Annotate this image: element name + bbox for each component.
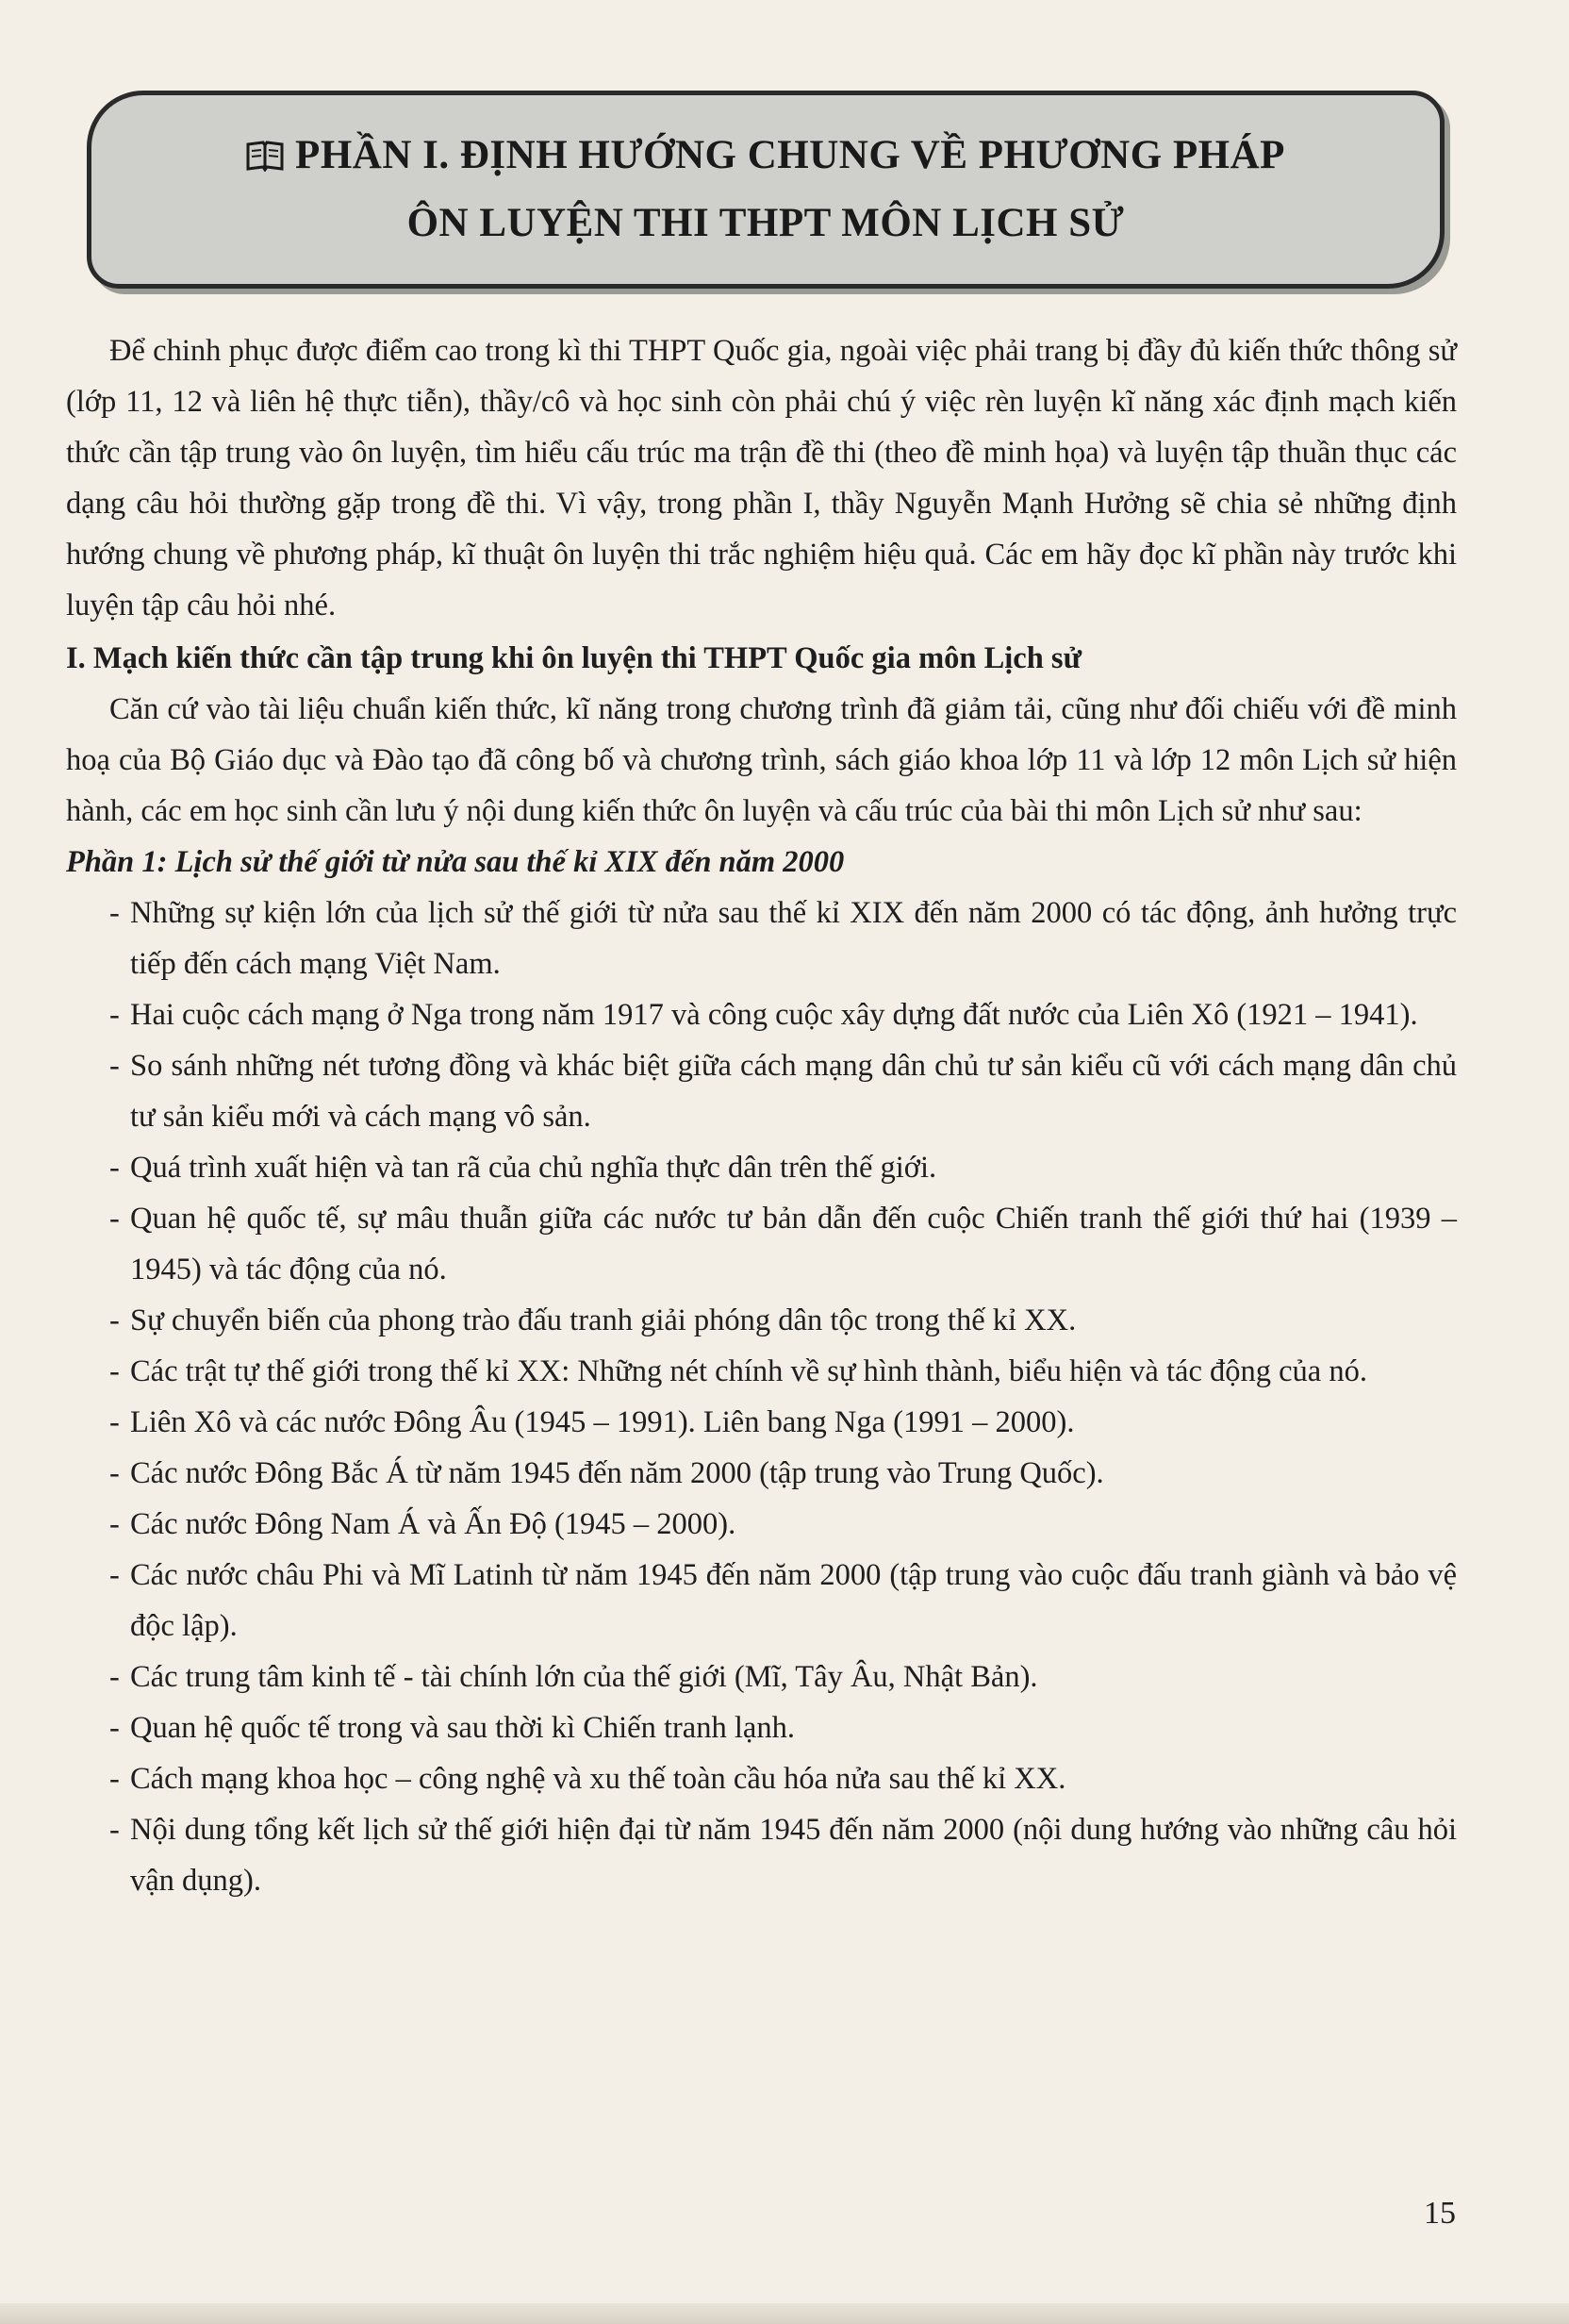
list-item: - Các nước Đông Bắc Á từ năm 1945 đến năm 2000 (tập trung vào Trung Quốc). bbox=[66, 1448, 1457, 1499]
section-heading: I. Mạch kiến thức cần tập trung khi ôn luyện thi THPT Quốc gia môn Lịch sử bbox=[66, 641, 1082, 675]
list-item: - Các trung tâm kinh tế - tài chính lớn của thế giới (Mĩ, Tây Âu, Nhật Bản). bbox=[66, 1652, 1457, 1702]
banner-title-line-1 bbox=[246, 122, 1285, 190]
list-item: - Sự chuyển biến của phong trào đấu tranh giải phóng dân tộc trong thế kỉ XX. bbox=[66, 1295, 1457, 1346]
part-heading: Phần 1: Lịch sử thế giới từ nửa sau thế kỉ XIX đến năm 2000 bbox=[66, 845, 845, 879]
chapter-banner bbox=[87, 91, 1445, 289]
list-item: - Quá trình xuất hiện và tan rã của chủ nghĩa thực dân trên thế giới. bbox=[66, 1142, 1457, 1193]
list-item: - Liên Xô và các nước Đông Âu (1945 – 1991). Liên bang Nga (1991 – 2000). bbox=[66, 1397, 1457, 1448]
open-book-icon bbox=[246, 140, 284, 172]
banner-line-1-text: PHẦN I. ĐỊNH HƯỚNG CHUNG VỀ PHƯƠNG PHÁP bbox=[295, 133, 1285, 177]
list-item: - Quan hệ quốc tế trong và sau thời kì Chiến tranh lạnh. bbox=[66, 1702, 1457, 1753]
section-intro-paragraph: Căn cứ vào tài liệu chuẩn kiến thức, kĩ năng trong chương trình đã giảm tải, cũng như đối chiếu với đề minh hoạ của Bộ Giáo dục và Đào tạo đã công bố và chương trình, sách giáo khoa lớp 11 và lớp 12 môn Lịch sử hiện hành, các em học sinh cần lưu ý nội dung kiến thức ôn luyện và cấu trúc của bài thi môn Lịch sử như sau: bbox=[66, 692, 1457, 828]
topic-list bbox=[66, 888, 1457, 1906]
page-body bbox=[66, 325, 1457, 1906]
list-item: - So sánh những nét tương đồng và khác biệt giữa cách mạng dân chủ tư sản kiểu cũ với cách mạng dân chủ tư sản kiểu mới và cách mạng vô sản. bbox=[66, 1040, 1457, 1142]
list-item: - Các nước Đông Nam Á và Ấn Độ (1945 – 2000). bbox=[66, 1499, 1457, 1550]
list-item: - Cách mạng khoa học – công nghệ và xu thế toàn cầu hóa nửa sau thế kỉ XX. bbox=[66, 1753, 1457, 1804]
list-item: - Các trật tự thế giới trong thế kỉ XX: Những nét chính về sự hình thành, biểu hiện và tác động của nó. bbox=[66, 1346, 1457, 1397]
list-item: - Quan hệ quốc tế, sự mâu thuẫn giữa các nước tư bản dẫn đến cuộc Chiến tranh thế giới thứ hai (1939 – 1945) và tác động của nó. bbox=[66, 1193, 1457, 1295]
list-item: - Các nước châu Phi và Mĩ Latinh từ năm 1945 đến năm 2000 (tập trung vào cuộc đấu tranh giành và bảo vệ độc lập). bbox=[66, 1550, 1457, 1652]
page-number: 15 bbox=[1424, 2196, 1456, 2231]
list-item: - Nội dung tổng kết lịch sử thế giới hiện đại từ năm 1945 đến năm 2000 (nội dung hướng vào những câu hỏi vận dụng). bbox=[66, 1804, 1457, 1906]
banner-title-line-2: ÔN LUYỆN THI THPT MÔN LỊCH SỬ bbox=[406, 201, 1125, 245]
list-item: - Những sự kiện lớn của lịch sử thế giới từ nửa sau thế kỉ XIX đến năm 2000 có tác động, ảnh hưởng trực tiếp đến cách mạng Việt Nam. bbox=[66, 888, 1457, 989]
page-bottom-edge bbox=[0, 2303, 1569, 2324]
list-item: - Hai cuộc cách mạng ở Nga trong năm 1917 và công cuộc xây dựng đất nước của Liên Xô (1921 – 1941). bbox=[66, 989, 1457, 1040]
intro-paragraph: Để chinh phục được điểm cao trong kì thi THPT Quốc gia, ngoài việc phải trang bị đầy đủ kiến thức thông sử (lớp 11, 12 và liên hệ thực tiễn), thầy/cô và học sinh còn phải chú ý việc rèn luyện kĩ năng xác định mạch kiến thức cần tập trung vào ôn luyện, tìm hiểu cấu trúc ma trận đề thi (theo đề minh họa) và luyện tập thuần thục các dạng câu hỏi thường gặp trong đề thi. Vì vậy, trong phần I, thầy Nguyễn Mạnh Hưởng sẽ chia sẻ những định hướng chung về phương pháp, kĩ thuật ôn luyện thi trắc nghiệm hiệu quả. Các em hãy đọc kĩ phần này trước khi luyện tập câu hỏi nhé. bbox=[66, 334, 1457, 622]
